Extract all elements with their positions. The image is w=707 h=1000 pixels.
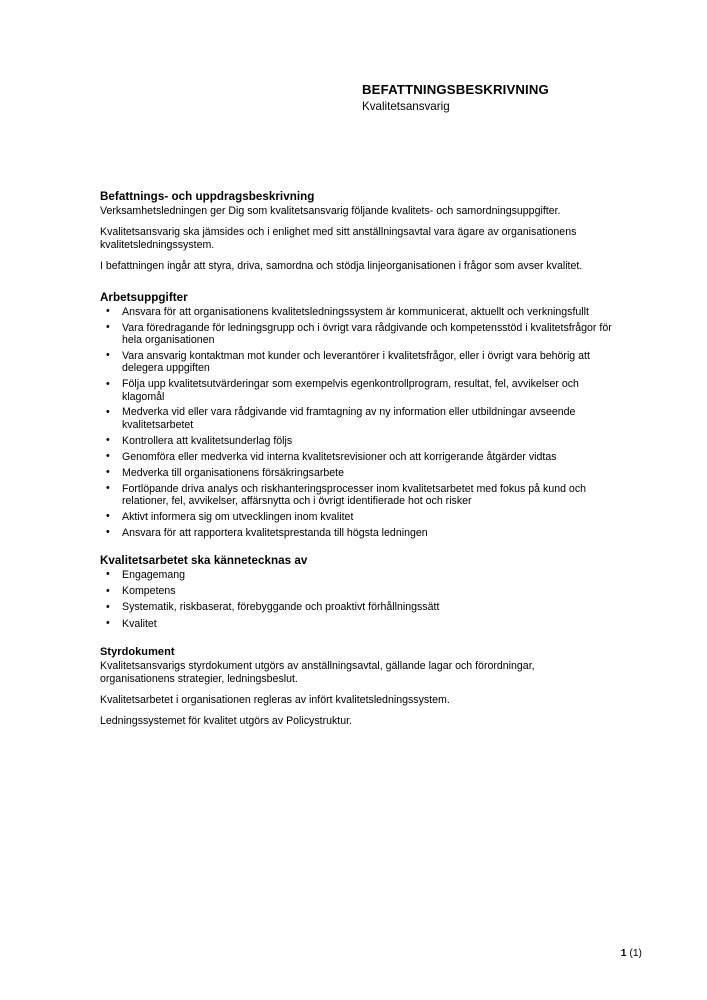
footer-page-number: 1 [620, 948, 627, 959]
governing-paragraph-1: Kvalitetsansvarigs styrdokument utgörs av anställningsavtal, gällande lagar och förordningar, organisationens strategier, ledningsbeslut. [100, 660, 535, 685]
section-heading-kvalitetsarbetet: Kvalitetsarbetet ska kännetecknas av [100, 553, 308, 567]
list-item: • Vara ansvarig kontaktman mot kunder och leverantörer i kvalitetsfrågor, eller i övrigt vara behörig att delegera uppgiften [100, 350, 612, 375]
intro-paragraph-1: Verksamhetsledningen ger Dig som kvalitetsansvarig följande kvalitets- och samordningsuppgifter. [100, 205, 561, 217]
list-item: • Följa upp kvalitetsutvärderingar som exempelvis egenkontrollprogram, resultat, fel, avvikelser och klagomål [100, 378, 612, 403]
section-heading-styrdokument: Styrdokument [100, 646, 175, 659]
section-styrdokument [100, 645, 612, 728]
section-befattningsbeskrivning [100, 190, 612, 273]
section-arbetsuppgifter [100, 291, 612, 540]
document-header [362, 82, 662, 114]
footer-page-total: (1) [629, 948, 642, 959]
document-title: BEFATTNINGSBESKRIVNING [362, 82, 549, 97]
list-item: • Ansvara för att rapportera kvalitetsprestanda till högsta ledningen [100, 527, 612, 539]
list-item: • Medverka vid eller vara rådgivande vid framtagning av ny information eller utbildningar avseende kvalitetsarbetet [100, 406, 612, 431]
task-list [100, 306, 612, 540]
list-item: • Kompetens [100, 585, 612, 597]
characteristics-list [100, 569, 612, 631]
spacer [100, 282, 612, 291]
list-item: • Ansvara för att organisationens kvalitetsledningssystem är kommunicerat, aktuellt och verkningsfullt [100, 306, 612, 318]
intro-paragraph-3: I befattningen ingår att styra, driva, samordna och stödja linjeorganisationen i frågor som avser kvalitet. [100, 260, 583, 273]
section-kvalitetsarbetet [100, 554, 612, 631]
governing-paragraph-3: Ledningssystemet för kvalitet utgörs av Policystruktur. [100, 715, 353, 728]
document-body [100, 190, 612, 737]
list-item: • Fortlöpande driva analys och riskhanteringsprocesser inom kvalitetsarbetet med fokus på kund och relationer, fel, avvikelser, affärsnytta och i övrigt identifierade hot och risker [100, 483, 612, 508]
list-item: • Engagemang [100, 569, 612, 581]
list-item: • Medverka till organisationens försäkringsarbete [100, 467, 612, 479]
list-item: • Systematik, riskbaserat, förebyggande och proaktivt förhållningssätt [100, 601, 612, 613]
section-heading-arbetsuppgifter: Arbetsuppgifter [100, 290, 188, 304]
list-item: • Kontrollera att kvalitetsunderlag följs [100, 435, 612, 447]
list-item: • Vara föredragande för ledningsgrupp och i övrigt vara rådgivande och kompetensstöd i kvalitetsfrågor för hela organisationen [100, 322, 612, 347]
list-item: • Aktivt informera sig om utvecklingen inom kvalitet [100, 511, 612, 523]
spacer [100, 634, 612, 645]
intro-paragraph-2: Kvalitetsansvarig ska jämsides och i enlighet med sitt anställningsavtal vara ägare av organisationens kvalitetsledningssystem. [100, 226, 577, 251]
governing-paragraph-2: Kvalitetsarbetet i organisationen regleras av infört kvalitetsledningssystem. [100, 694, 450, 707]
document-subtitle: Kvalitetsansvarig [362, 100, 450, 113]
page-footer [621, 947, 642, 960]
spacer [100, 543, 612, 554]
section-heading-befattningsbeskrivning: Befattnings- och uppdragsbeskrivning [100, 190, 315, 203]
list-item: • Genomföra eller medverka vid interna kvalitetsrevisioner och att korrigerande åtgärder vidtas [100, 451, 612, 463]
list-item: • Kvalitet [100, 618, 612, 630]
